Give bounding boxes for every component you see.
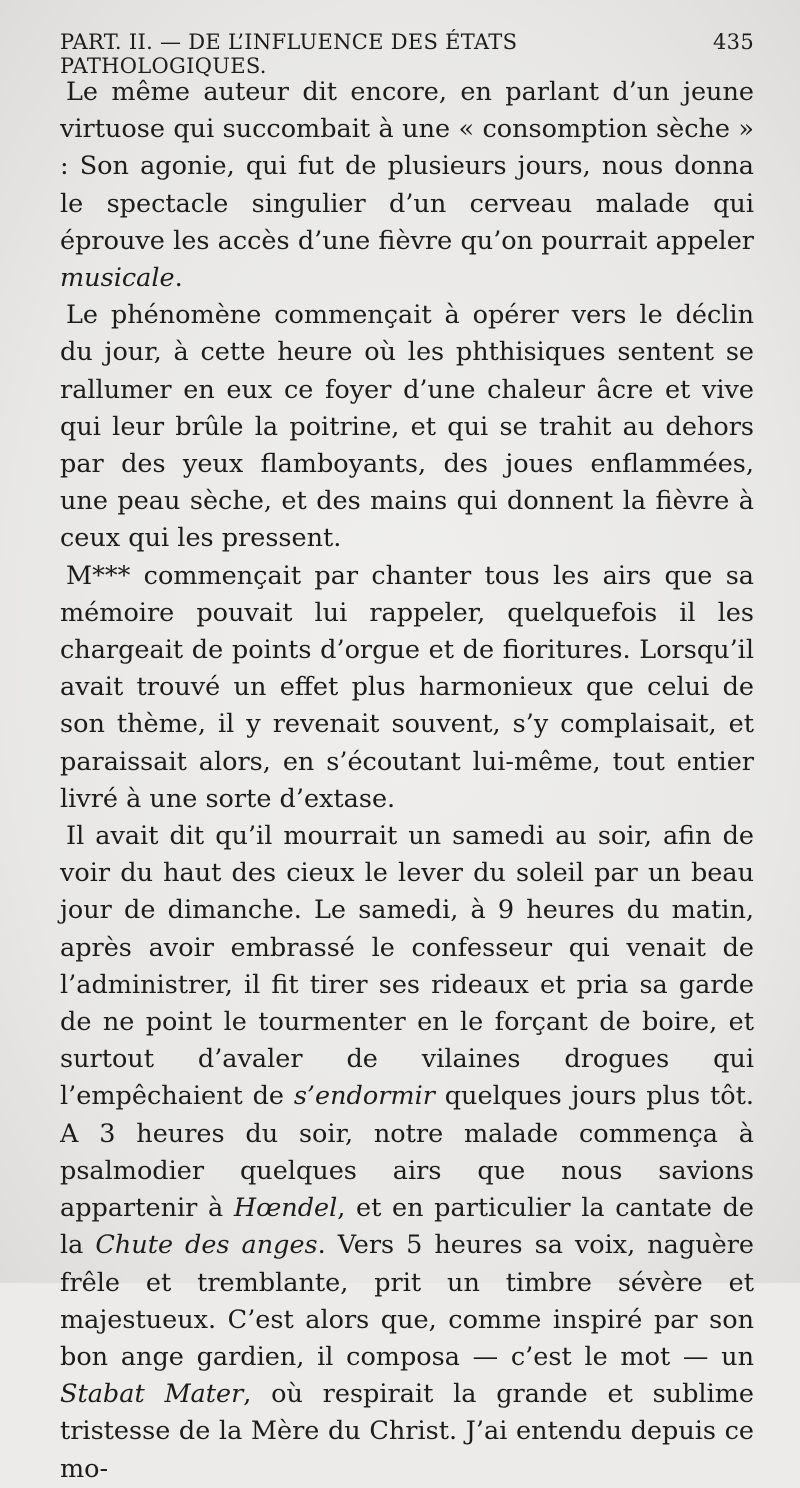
paragraph-1: [60, 74, 754, 297]
text-run-italic: s’endormir: [293, 1081, 435, 1112]
text-run: quelques jours plus tôt. A 3 heures du soir, notre malade commença à psalmodier quelques airs que nous savions appartenir à: [60, 1081, 754, 1224]
paragraph-4: [60, 818, 754, 1488]
paragraph-2: [60, 297, 754, 557]
text-run-italic: Hœndel: [233, 1193, 338, 1224]
page-number: 435: [713, 30, 754, 54]
text-run-italic: musicale: [60, 263, 175, 294]
text-run: . Vers 5 heures sa voix, naguère frêle et tremblante, prit un timbre sévère et majestueux. C’est alors que, comme inspiré par son bon ange gardien, il composa — c’est le mot — un: [60, 1230, 754, 1372]
text-run: , et en particulier la cantate de la: [60, 1193, 754, 1261]
page-body: [60, 74, 754, 1488]
text-run: Le même auteur dit encore, en parlant d’un jeune virtuose qui succombait à une « consomption sèche » : Son agonie, qui fut de plusieurs jours, nous donna le spectacle singulier d’un cerveau malade qui éprouve les accès d’une fièvre qu’on pourrait appeler: [60, 77, 754, 256]
text-run: Il avait dit qu’il mourrait un samedi au soir, afin de voir du haut des cieux le lever du soleil par un beau jour de dimanche. Le samedi, à 9 heures du matin, après avoir embrassé le confesseur qui venait de l’administrer, il fit tirer ses rideaux et pria sa garde de ne point le tourmenter en le forçant de boire, et surtout d’avaler de vilaines drogues qui l’empêchaient de: [60, 821, 754, 1112]
text-run: Le phénomène commençait à opérer vers le déclin du jour, à cette heure où les phthisiques sentent se rallumer en eux ce foyer d’une chaleur âcre et vive qui leur brûle la poitrine, et qui se trahit au dehors par des yeux flamboyants, des joues enflammées, une peau sèche, et des mains qui donnent la fièvre à ceux qui les pressent.: [60, 300, 754, 554]
text-run-italic: Chute des anges: [95, 1230, 318, 1261]
text-run: M*** commençait par chanter tous les airs que sa mémoire pouvait lui rappeler, quelquefois il les chargeait de points d’orgue et de fioritures. Lorsqu’il avait trouvé un effet plus harmonieux que celui de son thème, il y revenait souvent, s’y complaisait, et paraissait alors, en s’écoutant lui-même, tout entier livré à une sorte d’extase.: [60, 560, 754, 814]
text-run-italic: Stabat Mater: [60, 1379, 244, 1410]
paragraph-3: [60, 558, 754, 818]
page-header: [60, 30, 754, 78]
running-title: PART. II. — DE L’INFLUENCE DES ÉTATS PATHOLOGIQUES.: [60, 30, 518, 78]
text-run: , où respirait la grande et sublime tristesse de la Mère du Christ. J’ai entendu depuis ce mo-: [60, 1379, 755, 1484]
text-run: .: [174, 263, 183, 294]
